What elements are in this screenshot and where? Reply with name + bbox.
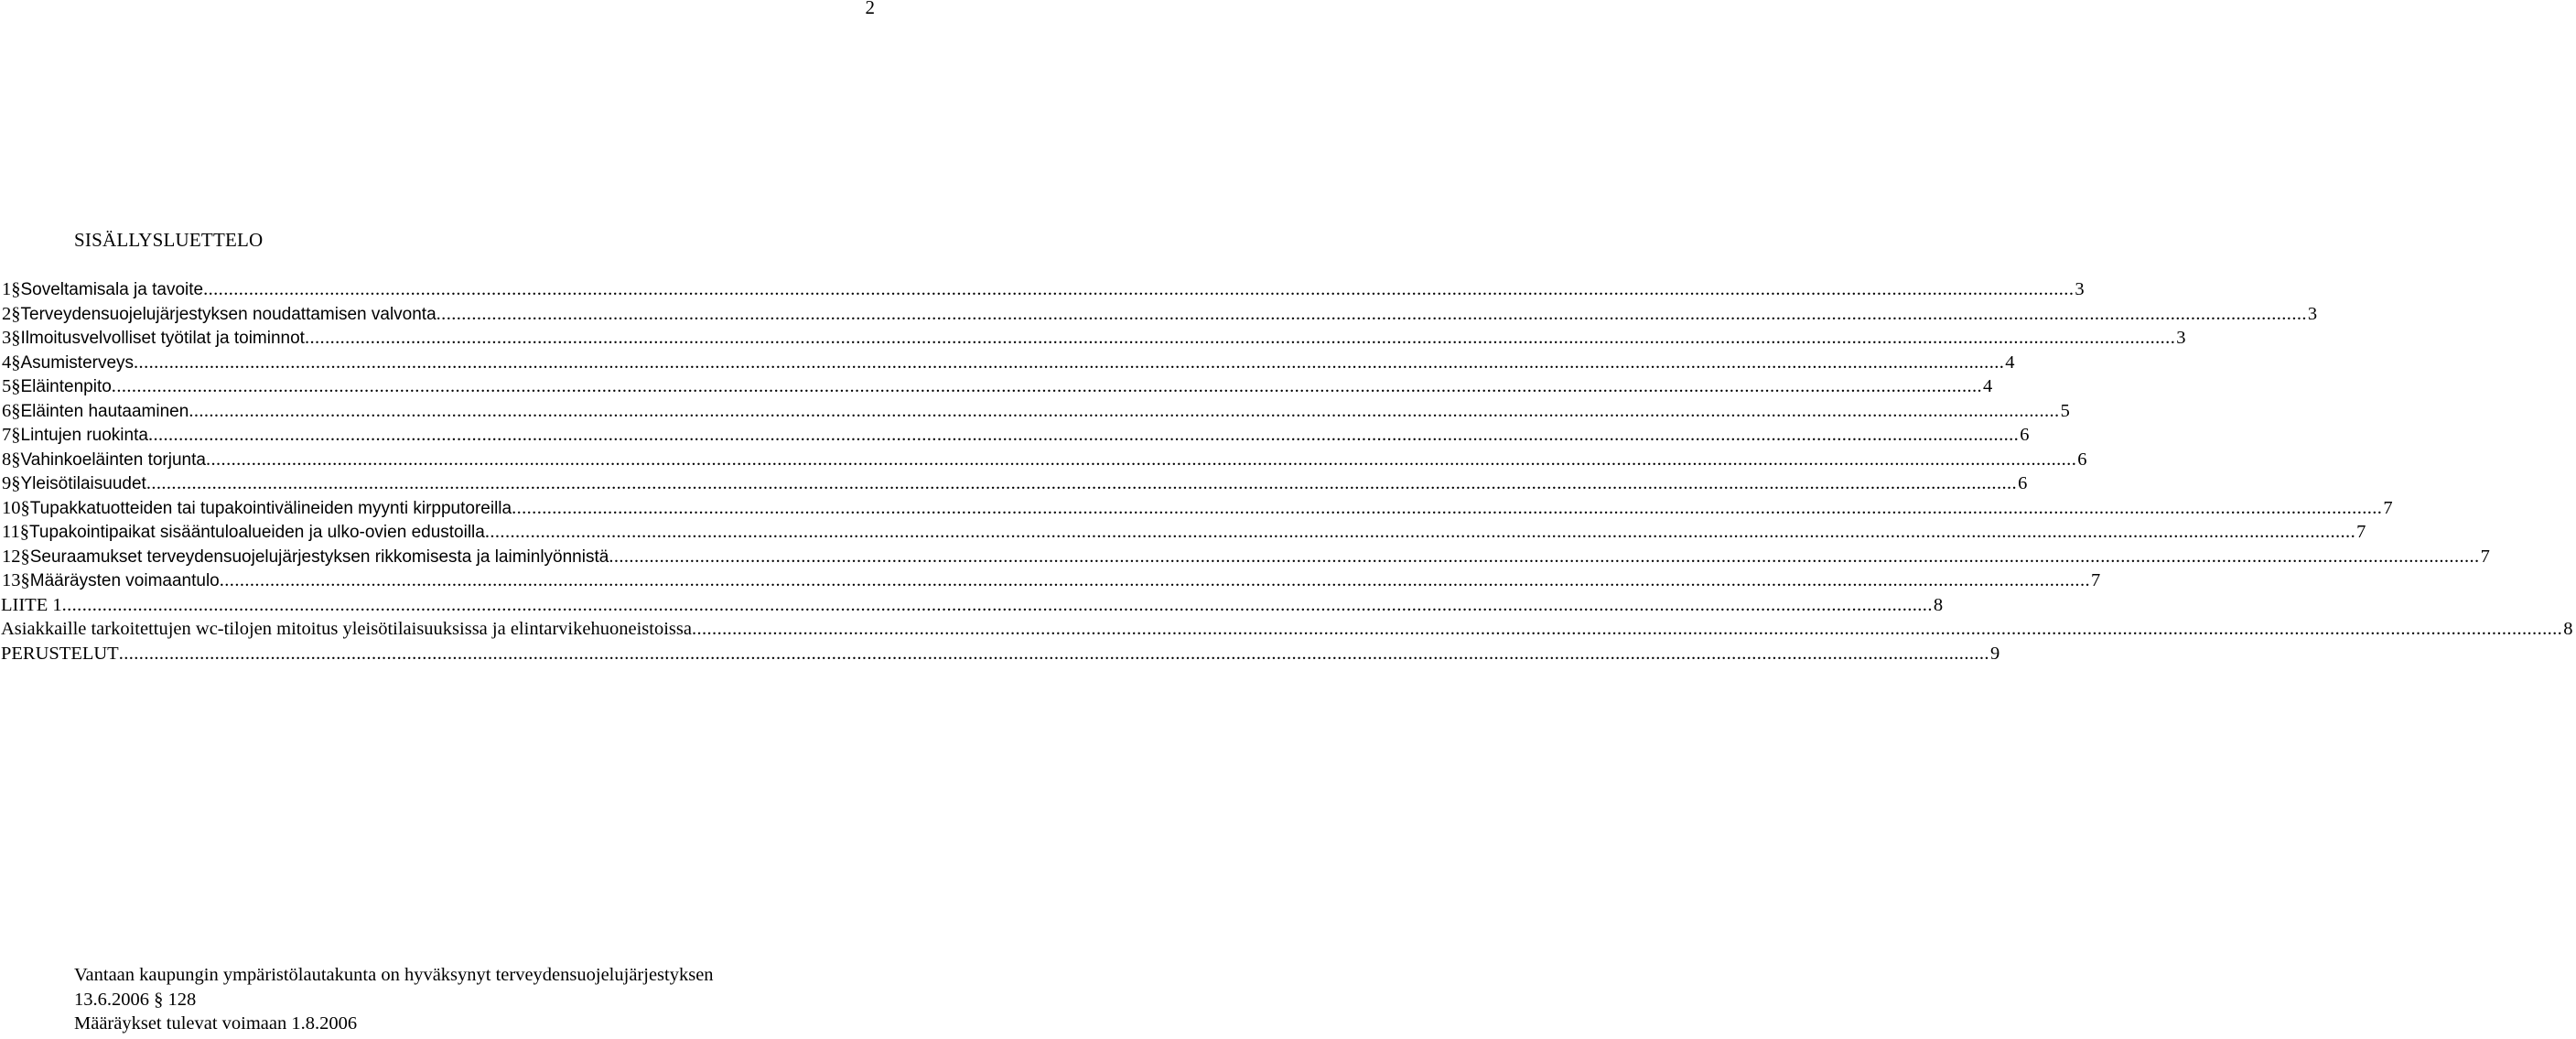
dot-leader bbox=[62, 593, 1933, 618]
toc-entry-page: 4 bbox=[1983, 376, 1993, 396]
toc-entry[interactable] bbox=[0, 593, 1944, 618]
toc-entry-page: 4 bbox=[2005, 352, 2015, 373]
toc-entry-label: Seuraamukset terveydensuojelujärjestyksen rikkomisesta ja laiminlyönnistä bbox=[29, 547, 609, 567]
section-sign: § bbox=[11, 449, 21, 470]
toc-entry[interactable] bbox=[0, 471, 2028, 496]
toc-entry-page: 6 bbox=[2018, 473, 2028, 493]
dot-leader bbox=[692, 617, 2562, 642]
toc-entry-page: 8 bbox=[2563, 619, 2573, 639]
toc-entry-label: Tupakointipaikat sisääntuloalueiden ja ulko-ovien edustoilla bbox=[29, 523, 485, 542]
toc-entry[interactable] bbox=[0, 351, 2015, 375]
toc-entry[interactable] bbox=[0, 302, 2318, 327]
footer-line-approval: Vantaan kaupungin ympäristölautakunta on hyväksynyt terveydensuojelujärjestyksen bbox=[74, 965, 714, 985]
toc-entry-page: 3 bbox=[2075, 279, 2085, 299]
dot-leader bbox=[134, 351, 2004, 375]
toc-entry-page: 6 bbox=[2020, 425, 2030, 445]
toc-entry-number: 6 bbox=[2, 400, 12, 421]
toc-entry[interactable] bbox=[0, 520, 2366, 545]
section-sign: § bbox=[11, 303, 21, 324]
toc-entry-number: 3 bbox=[2, 328, 12, 348]
footer-line-effective: Määräykset tulevat voimaan 1.8.2006 bbox=[74, 1013, 358, 1034]
dot-leader bbox=[119, 642, 1989, 666]
dot-leader bbox=[206, 448, 2076, 472]
section-sign: § bbox=[19, 522, 29, 542]
dot-leader bbox=[437, 302, 2307, 327]
toc-entry-page: 9 bbox=[1989, 643, 2000, 664]
table-of-contents bbox=[0, 277, 2573, 666]
dot-leader bbox=[112, 374, 1982, 399]
section-sign: § bbox=[11, 328, 21, 348]
toc-entry-number: 12 bbox=[2, 546, 21, 567]
toc-entry[interactable] bbox=[0, 568, 2101, 593]
toc-entry-number: 11 bbox=[2, 522, 20, 542]
dot-leader bbox=[146, 471, 2017, 496]
toc-entry-number: 13 bbox=[2, 570, 21, 590]
section-sign: § bbox=[11, 400, 21, 421]
toc-entry[interactable] bbox=[0, 642, 2000, 666]
section-sign: § bbox=[11, 473, 21, 493]
toc-entry-page: 8 bbox=[1933, 594, 1944, 615]
toc-entry-page: 6 bbox=[2077, 449, 2087, 470]
toc-entry[interactable] bbox=[0, 374, 1993, 399]
toc-entry-page: 7 bbox=[2091, 570, 2101, 590]
toc-entry[interactable] bbox=[0, 496, 2393, 521]
toc-entry-page: 5 bbox=[2060, 400, 2070, 421]
toc-entry-page: 3 bbox=[2176, 328, 2186, 348]
toc-entry-label: Määräysten voimaantulo bbox=[29, 571, 220, 590]
toc-entry-label: Terveydensuojelujärjestyksen noudattamisen valvonta bbox=[20, 304, 437, 324]
section-sign: § bbox=[20, 546, 30, 567]
dot-leader bbox=[609, 545, 2479, 569]
toc-entry-label: Yleisötilaisuudet bbox=[20, 474, 146, 493]
toc-entry-number: 1 bbox=[2, 279, 12, 299]
toc-entry[interactable] bbox=[0, 399, 2070, 424]
page-number: 2 bbox=[865, 0, 875, 18]
dot-leader bbox=[189, 399, 2059, 424]
toc-entry-number: 7 bbox=[2, 425, 12, 445]
toc-entry-label: Asumisterveys bbox=[20, 352, 135, 373]
toc-entry-label: LIITE 1 bbox=[1, 594, 62, 615]
toc-entry-label: Eläintenpito bbox=[20, 377, 112, 396]
toc-entry[interactable] bbox=[0, 423, 2030, 448]
dot-leader bbox=[148, 423, 2019, 448]
section-sign: § bbox=[11, 376, 21, 396]
section-sign: § bbox=[11, 279, 21, 299]
toc-entry[interactable] bbox=[0, 277, 2085, 302]
toc-entry-page: 7 bbox=[2383, 497, 2393, 518]
toc-entry-label: Lintujen ruokinta bbox=[20, 426, 148, 445]
toc-entry[interactable] bbox=[0, 326, 2186, 351]
toc-entry-page: 7 bbox=[2480, 546, 2490, 567]
section-sign: § bbox=[20, 570, 30, 590]
toc-entry[interactable] bbox=[0, 617, 2573, 642]
toc-entry-label: Soveltamisala ja tavoite bbox=[20, 280, 204, 299]
toc-entry-number: 9 bbox=[2, 473, 12, 493]
toc-entry[interactable] bbox=[0, 545, 2490, 569]
footer-note bbox=[74, 963, 714, 1036]
toc-entry-number: 2 bbox=[2, 303, 12, 324]
section-sign: § bbox=[20, 497, 30, 518]
toc-entry[interactable] bbox=[0, 448, 2087, 472]
section-sign: § bbox=[11, 425, 21, 445]
dot-leader bbox=[305, 326, 2175, 351]
toc-entry-number: 4 bbox=[2, 352, 12, 373]
footer-line-decision: 13.6.2006 § 128 bbox=[74, 989, 197, 1010]
toc-entry-label: Tupakkatuotteiden tai tupakointivälineiden myynti kirpputoreilla bbox=[29, 498, 512, 518]
toc-entry-number: 5 bbox=[2, 376, 12, 396]
dot-leader bbox=[485, 520, 2355, 545]
toc-entry-label: Eläinten hautaaminen bbox=[20, 401, 189, 421]
toc-entry-number: 10 bbox=[2, 497, 21, 518]
dot-leader bbox=[220, 568, 2090, 593]
toc-entry-label: Asiakkaille tarkoitettujen wc-tilojen mitoitus yleisötilaisuuksissa ja elintarvikehuoneistoissa bbox=[1, 619, 692, 639]
toc-entry-label: Vahinkoeläinten torjunta bbox=[20, 449, 206, 470]
section-sign: § bbox=[11, 352, 21, 373]
toc-entry-page: 7 bbox=[2356, 522, 2366, 542]
dot-leader bbox=[512, 496, 2382, 521]
toc-entry-label: Ilmoitusvelvolliset työtilat ja toiminnot bbox=[20, 329, 305, 348]
toc-entry-label: PERUSTELUT bbox=[1, 643, 119, 664]
dot-leader bbox=[203, 277, 2074, 302]
toc-entry-page: 3 bbox=[2307, 303, 2318, 324]
toc-title: SISÄLLYSLUETTELO bbox=[74, 229, 264, 251]
toc-entry-number: 8 bbox=[2, 449, 12, 470]
